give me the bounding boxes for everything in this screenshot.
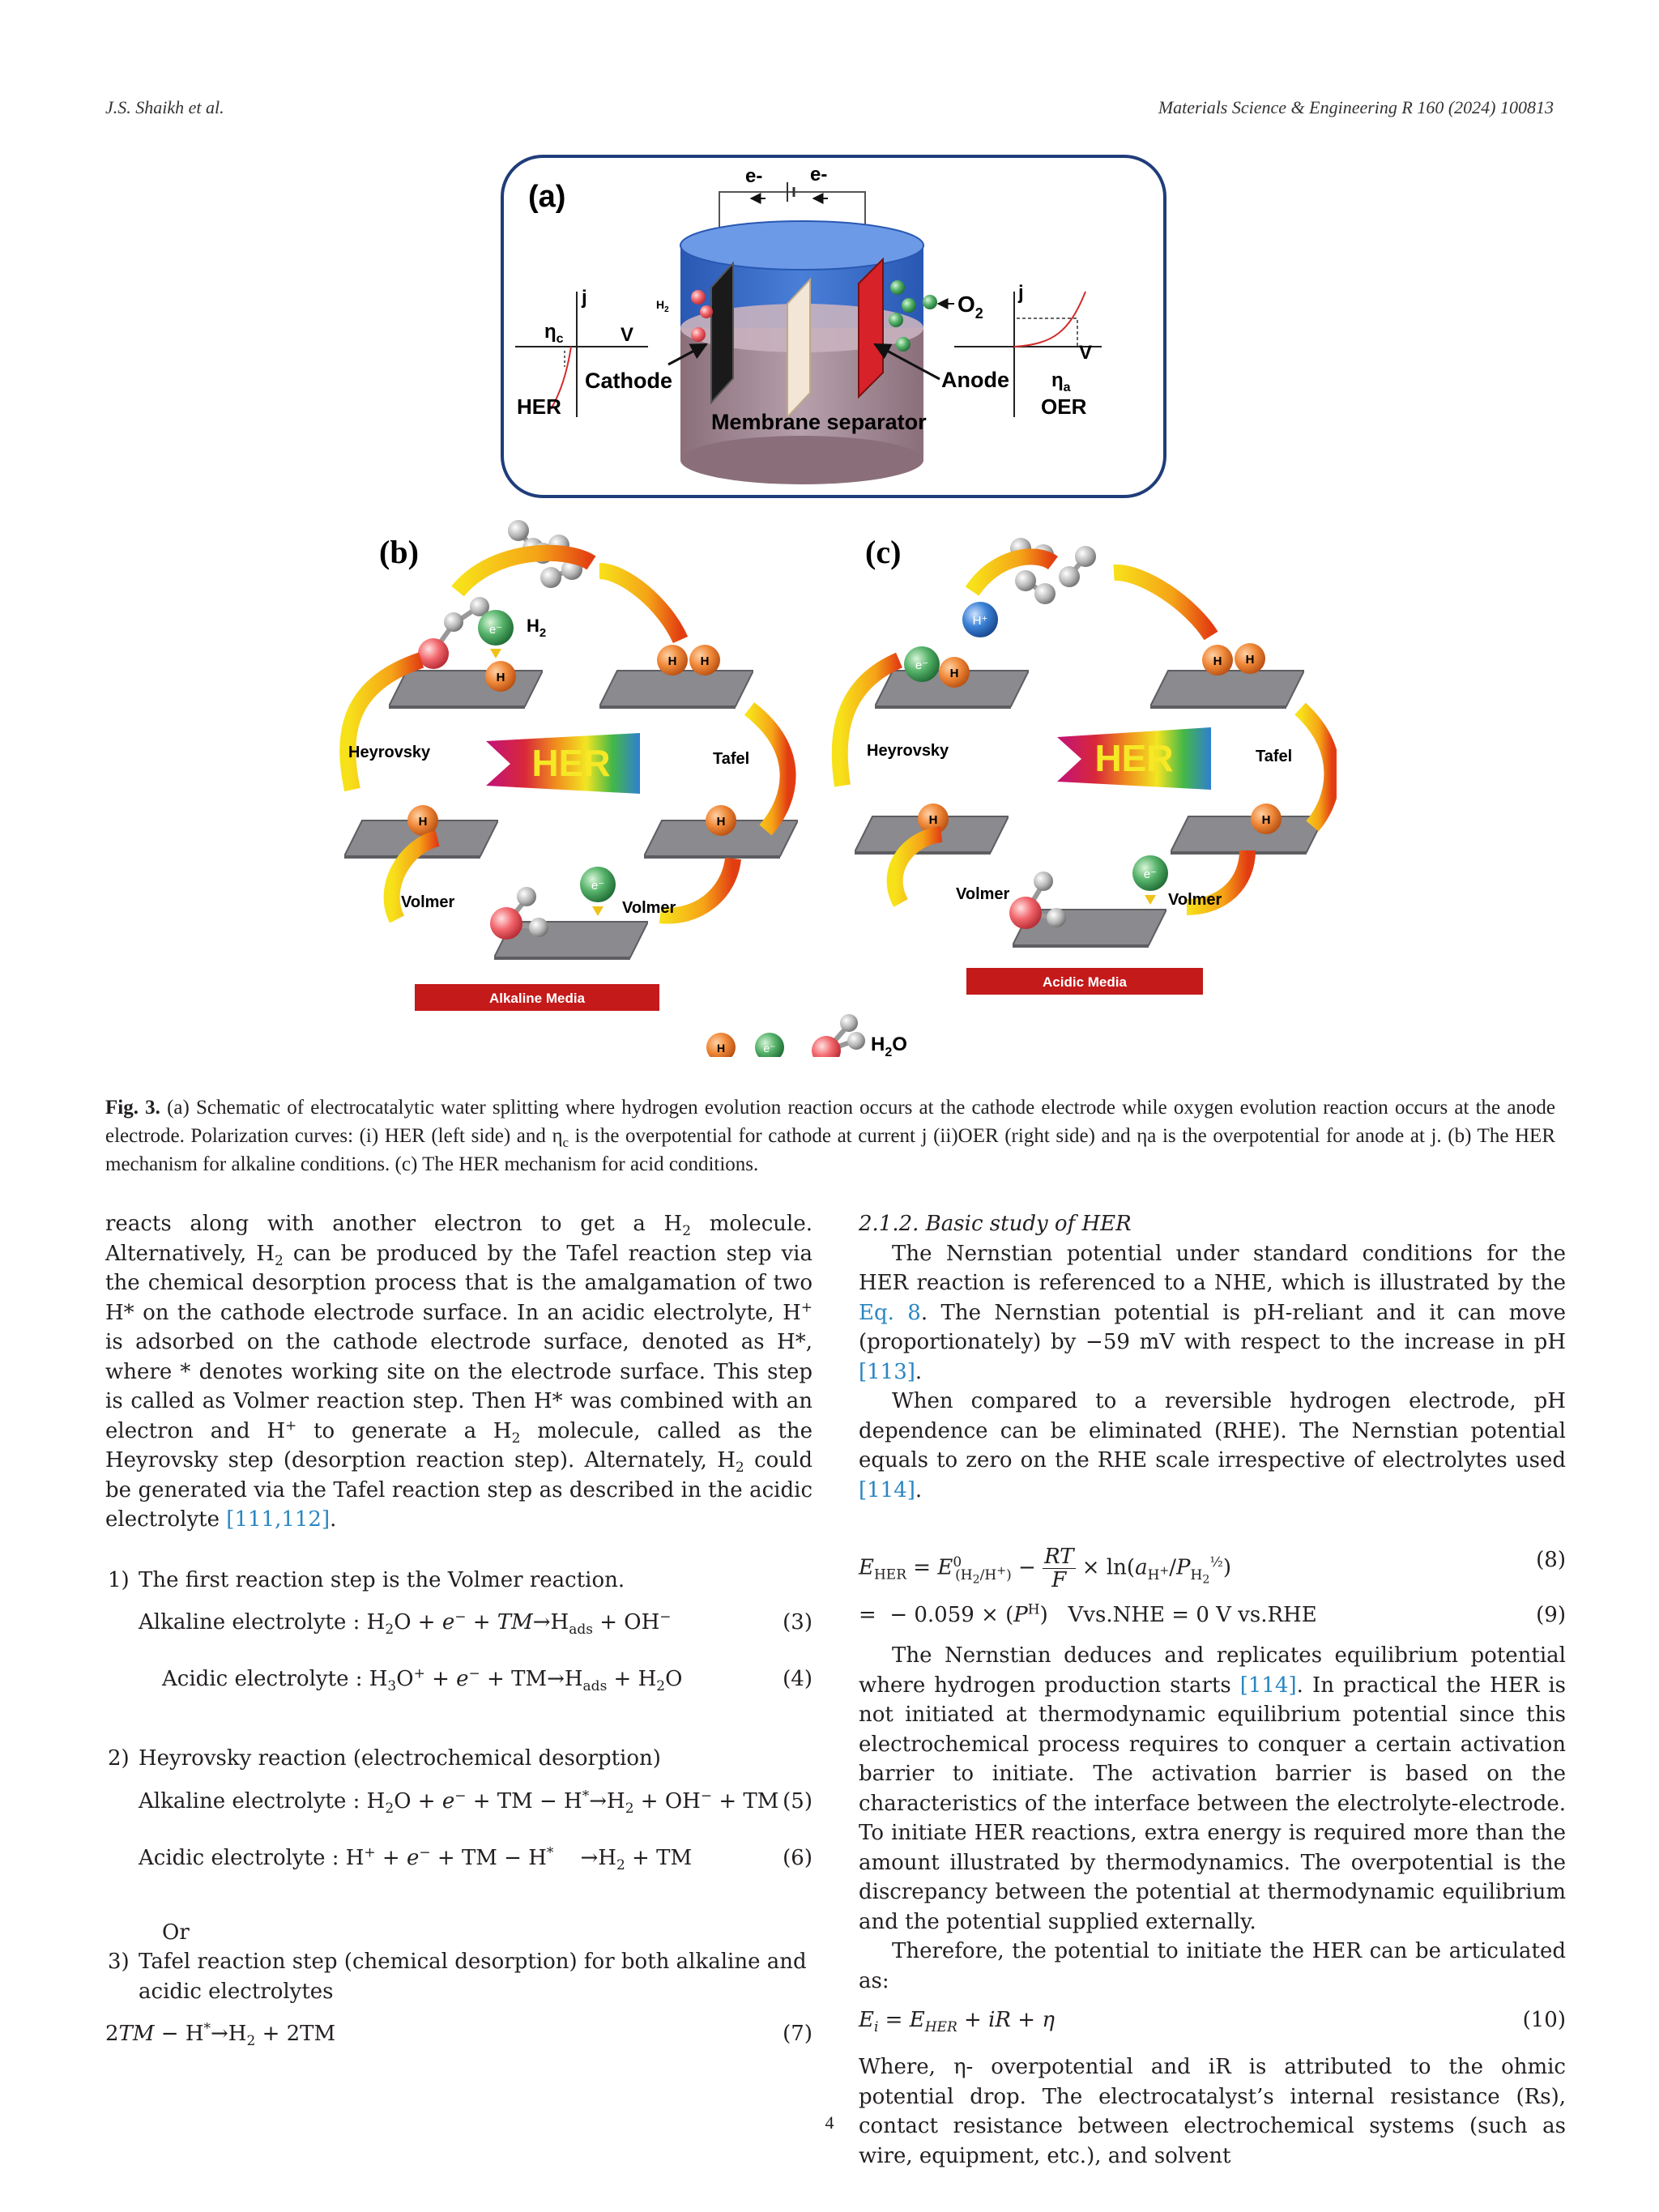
svg-text:e⁻: e⁻ [488, 623, 503, 637]
svg-text:H: H [496, 671, 505, 684]
citation-link[interactable]: [113] [859, 1359, 915, 1384]
paragraph-right-1: The Nernstian potential under standard conditions for the HER reaction is referenced to a NHE, which is illustrated by the Eq. 8. The Nernstian potential is pH-reliant and it can move (proportionately) by −59 mV with respect to the increase in pH [113]. [859, 1241, 1566, 1384]
citation-link[interactable]: [114] [859, 1477, 915, 1502]
tafel-label-c: Tafel [1256, 748, 1293, 765]
paragraph-right-3: The Nernstian deduces and replicates equilibrium potential where hydrogen production starts [114]. In practical the HER is not initiated at thermodynamic equilibrium potential since this electrochemical process requires to conquer a certain activation barrier to initiate. The activation barrier is based on the characteristics of the interface between the electrolyte-electrode. To initiate HER reactions, extra energy is required more than the amount illustrated by thermodynamics. The overpotential is the discrepancy between the potential at thermodynamic equilibrium and the potential supplied externally. [859, 1643, 1566, 1934]
equation-8: $E_{HER} = E^0_{(H_2/H^+)}$ − $\frac{RT}{F}$ × $\ln(a_{H^+}/P_{H_2}^{\frac{1}{2}})$ (8) [859, 1545, 1566, 1592]
section-title: 2.1.2. Basic study of HER [859, 1212, 1132, 1236]
paragraph-right-4: Therefore, the potential to initiate the HER can be articulated as: [859, 1939, 1566, 1993]
heyrovsky-label-c: Heyrovsky [867, 742, 949, 760]
media-label-b: Alkaline Media [488, 991, 586, 1006]
svg-text:H: H [716, 815, 726, 829]
equation-10: $E_i = E_{HER}$ + iR + η (10) [859, 2008, 1566, 2036]
svg-text:H: H [949, 667, 959, 680]
citation-link[interactable]: [111,112] [226, 1507, 331, 1532]
equation-3: Alkaline electrolyte : $H_2O + e^- + TM\to H_{ads} + OH^-$ (3) [139, 1609, 812, 1639]
svg-text:H: H [667, 654, 677, 668]
page-number: 4 [825, 2112, 834, 2133]
svg-text:H: H [700, 654, 710, 668]
figure-legend [706, 1014, 907, 1057]
svg-text:ηc: $\eta_c$ [544, 321, 564, 346]
svg-text:V: V [1079, 342, 1093, 364]
h2-label-b: $H_2$ [527, 616, 547, 640]
equation-5: Alkaline electrolyte : $H_2O + e^-$ + TM − $H^*\to H_2 + OH^-$ + TM (5) [139, 1787, 812, 1817]
list-item-3: 3) Tafel reaction step (chemical desorption) for both alkaline and acidic electrolytes [108, 1950, 807, 2004]
her-banner-c: HER [1094, 737, 1174, 779]
panel-a-label: (a) [528, 180, 566, 214]
her-curve-label: HER [517, 394, 561, 419]
running-header-authors: J.S. Shaikh et al. [105, 97, 224, 117]
equation-7: $2TM - H^*\to H_2 + 2TM$ (7) [105, 2020, 812, 2050]
svg-text:e⁻: e⁻ [915, 658, 929, 672]
list-item-2: 2) Heyrovsky reaction (electrochemical desorption) [108, 1746, 661, 1771]
panel-c [840, 534, 1333, 995]
right-column [859, 1209, 1566, 2171]
o2-label: $O_2$ [957, 292, 983, 322]
svg-text:j: j [582, 287, 587, 309]
svg-text:ηa: $\eta_a$ [1051, 369, 1071, 394]
list-item-1: 1) The first reaction step is the Volmer reaction. [108, 1567, 625, 1592]
volmer-left-label-c: Volmer [956, 885, 1010, 903]
oer-curve-label: OER [1041, 394, 1087, 419]
panel-c-label: (c) [865, 534, 902, 570]
figure-caption: Fig. 3. (a) Schematic of electrocatalytic water splitting where hydrogen evolution reaction occurs at the cathode electrode while oxygen evolution reaction occurs at the anode electrode. Polarization curves: (i) HER (left side) and $\eta_c$ is the overpotential for cathode at current j (ii)OER (right side) and ηa is the overpotential for anode at j. (b) The HER mechanism for alkaline conditions. (c) The HER mechanism for acid conditions. [105, 1097, 1556, 1175]
svg-text:H: H [1245, 653, 1255, 667]
caption-label: Fig. 3. [105, 1097, 160, 1119]
citation-link[interactable]: [114] [1239, 1673, 1297, 1698]
her-banner-b: HER [531, 742, 611, 784]
svg-text:H: H [716, 1042, 726, 1055]
svg-text:H⁺: H⁺ [972, 614, 988, 628]
tafel-label-b: Tafel [713, 750, 750, 768]
figure-3 [324, 150, 1337, 1057]
svg-text:e⁻: e⁻ [1143, 867, 1158, 881]
panel-a [502, 156, 1165, 497]
svg-text:V: V [621, 324, 634, 346]
svg-text:e⁻: e⁻ [591, 879, 605, 893]
membrane-label: Membrane separator [711, 410, 927, 434]
water-legend-label: $H_2O$ [871, 1034, 907, 1057]
svg-text:H: H [418, 815, 428, 829]
svg-text:H: H [1213, 654, 1222, 668]
volmer-right-label-b: Volmer [622, 899, 676, 917]
svg-text:e⁻: e⁻ [763, 1042, 776, 1055]
anode-label: Anode [941, 368, 1009, 392]
paragraph-right-2: When compared to a reversible hydrogen electrode, pH dependence can be eliminated (RHE). The Nernstian potential equals to zero on the RHE scale irrespective of electrolytes used [114]. [859, 1389, 1566, 1502]
svg-text:H: H [1261, 813, 1271, 827]
svg-text:j: j [1018, 282, 1024, 304]
panel-b [344, 520, 798, 1011]
h2-small-label: $H_2$ [656, 298, 669, 314]
paragraph-left-1: reacts along with another electron to get a $H_2$ molecule. Alternatively, $H_2$ can be produced by the Tafel reaction step via the chemical desorption process that is the amalgamation of two H* on the cathode electrode surface. In an acidic electrolyte, H+ is adsorbed on the cathode electrode surface, denoted as H*, where * denotes working site on the electrode surface. This step is called as Volmer reaction step. Then H* was combined with an electron and H+ to generate a $H_2$ molecule, called as the Heyrovsky step (desorption reaction step). Alternately, $H_2$ could be generated via the Tafel reaction step as described in the acidic electrolyte [111,112]. [105, 1212, 812, 1532]
equation-9: = − $0.059 \times (P^H) Vvs.NHE = 0$ V vs.RHE (9) [859, 1601, 1566, 1627]
equation-4: Acidic electrolyte : $H_3O^+ + e^- + TM\to H_{ads} + H_2O$ (4) [162, 1665, 812, 1695]
left-column [105, 1209, 812, 2048]
volmer-right-label-c: Volmer [1168, 891, 1222, 909]
cathode-label: Cathode [585, 369, 672, 393]
heyrovsky-label-b: Heyrovsky [348, 744, 431, 761]
panel-b-label: (b) [379, 534, 419, 570]
equation-6: Acidic electrolyte : H+ + e− + TM − H* $\to H_2$ + TM (6) [139, 1843, 812, 1873]
running-header-journal: Materials Science & Engineering R 160 (2024) 100813 [1158, 97, 1554, 117]
or-text: Or [162, 1920, 190, 1945]
volmer-left-label-b: Volmer [401, 893, 455, 911]
equation-link[interactable]: Eq. 8 [859, 1300, 921, 1325]
electron-label-2: e- [810, 164, 828, 185]
svg-text:H: H [928, 813, 938, 827]
media-label-c: Acidic Media [1043, 974, 1127, 990]
paragraph-right-5: Where, η- overpotential and iR is attributed to the ohmic potential drop. The electrocatalyst’s internal resistance (Rs), contact resistance between electrochemical systems (such as wire, equipment, etc.), and solvent [859, 2055, 1566, 2168]
electron-label-1: e- [745, 165, 763, 187]
